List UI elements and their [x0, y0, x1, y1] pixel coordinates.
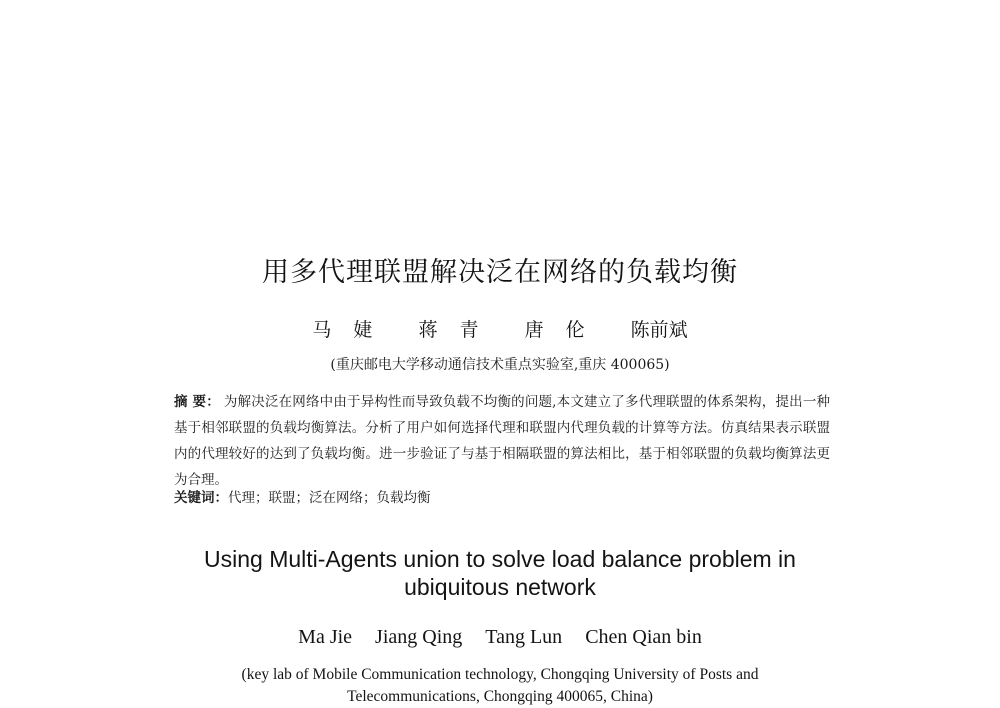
english-authors — [0, 626, 1000, 649]
english-title: Using Multi-Agents union to solve load balance problem in ubiquitous network — [204, 546, 796, 600]
abstract-label: 摘 要： — [174, 394, 220, 410]
chinese-affiliation: (重庆邮电大学移动通信技术重点实验室,重庆 400065) — [330, 357, 670, 373]
keywords-label: 关键词： — [174, 490, 228, 506]
chinese-author-2: 蒋 青 — [418, 319, 479, 341]
english-author-2: Jiang Qing — [375, 626, 463, 648]
chinese-author-4: 陈前斌 — [630, 319, 688, 341]
chinese-abstract — [174, 389, 830, 493]
keywords-text: 代理；联盟；泛在网络；负载均衡 — [228, 490, 431, 506]
chinese-authors — [0, 315, 1000, 342]
english-author-4: Chen Qian bin — [585, 626, 702, 648]
chinese-author-1: 马 婕 — [312, 319, 373, 341]
english-author-3: Tang Lun — [485, 626, 563, 648]
abstract-text: 为解决泛在网络中由于异构性而导致负载不均衡的问题,本文建立了多代理联盟的体系架构，提出一种基于相邻联盟的负载均衡算法。分析了用户如何选择代理和联盟内代理负载的计算等方法。仿真结果表示联盟内的代理较好的达到了负载均衡。进一步验证了与基于相隔联盟的算法相比，基于相邻联盟的负载均衡算法更为合理。 — [174, 394, 831, 488]
english-affiliation: (key lab of Mobile Communication technology, Chongqing University of Posts and Telecommunications, Chongqing 400065, China) — [241, 666, 759, 705]
chinese-author-3: 唐 伦 — [524, 319, 585, 341]
chinese-keywords — [174, 486, 830, 506]
chinese-title: 用多代理联盟解决泛在网络的负载均衡 — [262, 257, 738, 288]
english-author-1: Ma Jie — [298, 626, 353, 648]
